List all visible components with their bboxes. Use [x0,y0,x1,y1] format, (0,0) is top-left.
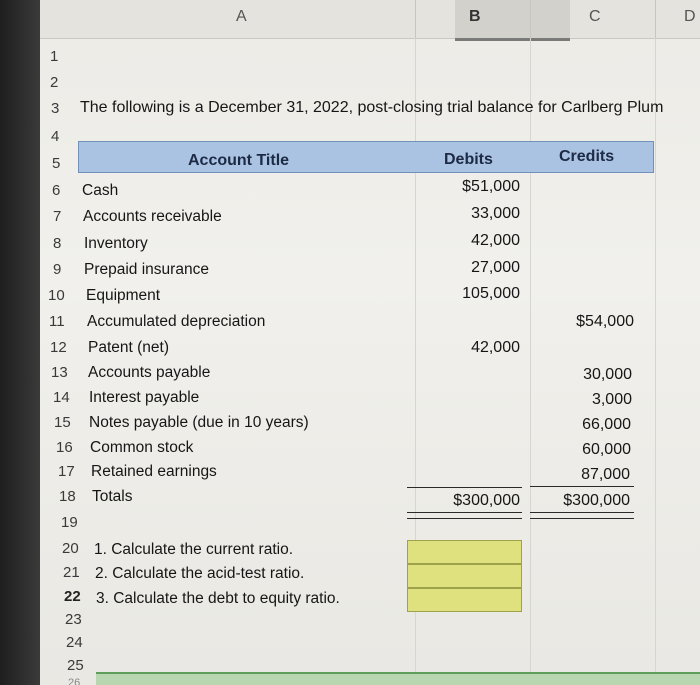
account-title-cell[interactable]: Equipment [86,287,161,304]
debit-cell[interactable]: $51,000 [462,178,520,195]
debits-header[interactable]: Debits [444,151,493,168]
row-number[interactable]: 5 [52,155,61,172]
debit-cell[interactable]: 42,000 [471,339,520,356]
row-number[interactable]: 15 [54,414,71,431]
credit-cell[interactable]: 87,000 [581,466,630,483]
intro-text[interactable]: The following is a December 31, 2022, post-closing trial balance for Carlberg Plum [80,99,664,116]
credit-double-underline [530,512,634,519]
credit-total-cell[interactable]: $300,000 [563,492,630,509]
column-c-header[interactable]: C [589,8,601,25]
question-acid-test-ratio[interactable]: 2. Calculate the acid-test ratio. [95,565,305,582]
credit-cell[interactable]: $54,000 [576,313,634,330]
debit-cell[interactable]: 42,000 [471,232,520,249]
row-number[interactable]: 25 [67,657,84,674]
credit-cell[interactable]: 66,000 [582,416,631,433]
row-number[interactable]: 2 [50,74,59,91]
debit-total-cell[interactable]: $300,000 [453,492,520,509]
row-number[interactable]: 6 [52,182,61,199]
account-title-cell[interactable]: Accounts payable [88,364,211,381]
row-number[interactable]: 3 [51,100,60,117]
debit-cell[interactable]: 27,000 [471,259,520,276]
debit-double-underline [407,512,522,519]
row-number[interactable]: 16 [56,439,73,456]
account-title-cell[interactable]: Common stock [90,439,194,456]
row-number[interactable]: 18 [59,488,76,505]
column-d-header[interactable]: D [684,8,696,25]
row-number[interactable]: 8 [53,235,62,252]
account-title-cell[interactable]: Inventory [84,235,148,252]
row-number[interactable]: 11 [49,313,65,330]
row-number[interactable]: 19 [61,514,78,531]
credit-subtotal-line [530,486,634,487]
debit-cell[interactable]: 33,000 [471,205,520,222]
sheet-tab-strip [96,672,700,685]
row-number[interactable]: 13 [51,364,68,381]
question-debt-to-equity-ratio[interactable]: 3. Calculate the debt to equity ratio. [96,590,340,607]
account-title-cell[interactable]: Retained earnings [91,463,217,480]
row-number[interactable]: 26 [68,677,81,685]
credit-cell[interactable]: 30,000 [583,366,632,383]
question-current-ratio[interactable]: 1. Calculate the current ratio. [94,541,294,558]
credit-cell[interactable]: 3,000 [591,391,632,408]
column-a-header[interactable]: A [236,8,247,25]
column-b-header[interactable]: B [469,8,481,25]
row-number[interactable]: 24 [66,634,83,651]
debit-subtotal-line [407,487,522,488]
row-number[interactable]: 1 [50,48,59,65]
account-title-cell[interactable]: Notes payable (due in 10 years) [89,414,309,431]
row-number-selected[interactable]: 22 [64,588,81,605]
acid-test-ratio-answer-cell[interactable] [407,564,522,588]
row-number[interactable]: 14 [53,389,70,406]
debt-to-equity-answer-cell[interactable] [407,588,522,612]
current-ratio-answer-cell[interactable] [407,540,522,564]
row-number[interactable]: 9 [53,261,62,278]
row-number[interactable]: 21 [63,564,80,581]
row-number[interactable]: 23 [65,611,82,628]
totals-label-cell[interactable]: Totals [92,488,133,505]
debit-cell[interactable]: 105,000 [462,285,520,302]
column-header-bar [40,0,700,39]
row-number[interactable]: 10 [48,287,65,304]
account-title-cell[interactable]: Cash [82,182,119,199]
row-number[interactable]: 7 [53,208,62,225]
credit-cell[interactable]: 60,000 [582,441,631,458]
account-title-cell[interactable]: Prepaid insurance [84,261,209,278]
account-title-header[interactable]: Account Title [188,152,290,169]
row-number[interactable]: 17 [58,463,75,480]
row-number[interactable]: 4 [51,128,60,145]
account-title-cell[interactable]: Patent (net) [88,339,169,356]
row-number[interactable]: 12 [50,339,67,356]
row-number[interactable]: 20 [62,540,79,557]
account-title-cell[interactable]: Accounts receivable [83,208,222,225]
account-title-cell[interactable]: Interest payable [89,389,200,406]
account-title-cell[interactable]: Accumulated depreciation [87,313,266,330]
screen-edge [0,0,40,685]
credits-header[interactable]: Credits [559,148,615,165]
